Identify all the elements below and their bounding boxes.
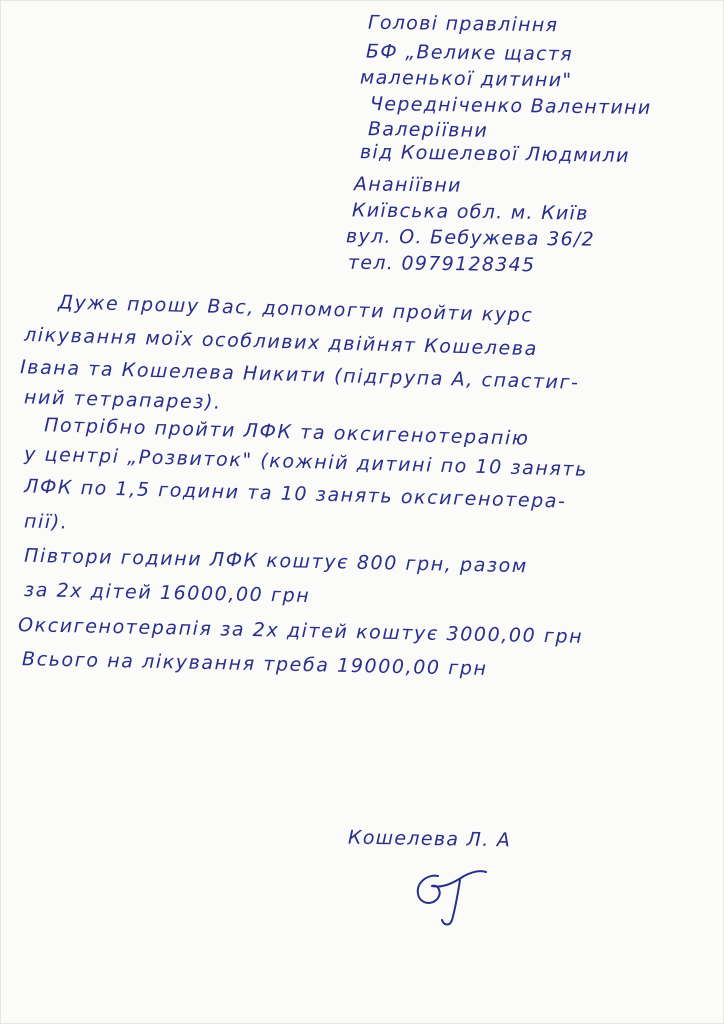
addressee-line: від Кошелевої Людмили (359, 141, 630, 167)
body-line: Оксигенотерапія за 2х дітей коштує 3000,00 грн (17, 614, 584, 648)
body-line: ний тетрапарез). (23, 386, 222, 414)
addressee-line: маленької дитини" (359, 66, 573, 92)
body-line: Потрібно пройти ЛФК та оксигенотерапію (43, 414, 530, 450)
addressee-line: тел. 0979128345 (347, 251, 536, 277)
addressee-line: Голові правління (367, 11, 559, 37)
handwritten-signature (408, 862, 498, 932)
body-line: за 2х дітей 16000,00 грн (23, 579, 311, 607)
body-line: у центрі „Розвиток" (кожній дитині по 10 занять (23, 443, 589, 481)
body-line: пії). (23, 510, 69, 534)
addressee-line: БФ „Велике щастя (365, 40, 574, 66)
addressee-line: вул. О. Бебужева 36/2 (345, 225, 596, 251)
addressee-line: Валеріївни (367, 118, 489, 142)
signature-name: Кошелева Л. А (347, 826, 512, 852)
body-line: ЛФК по 1,5 години та 10 занять оксигенотера- (23, 475, 567, 513)
body-line: Дуже прошу Вас, допомогти пройти курс (57, 291, 534, 327)
addressee-line: Ананіївни (353, 173, 462, 197)
addressee-line: Київська обл. м. Київ (351, 199, 589, 225)
body-line: Івана та Кошелева Никити (підгрупа А, спастиг- (19, 356, 580, 394)
body-line: Всього на лікування треба 19000,00 грн (21, 648, 488, 680)
addressee-line: Чередніченко Валентини (369, 93, 652, 119)
body-line: Півтори години ЛФК коштує 800 грн, разом (23, 544, 529, 578)
body-line: лікування моїх особливих двійнят Кошелева (23, 323, 539, 361)
